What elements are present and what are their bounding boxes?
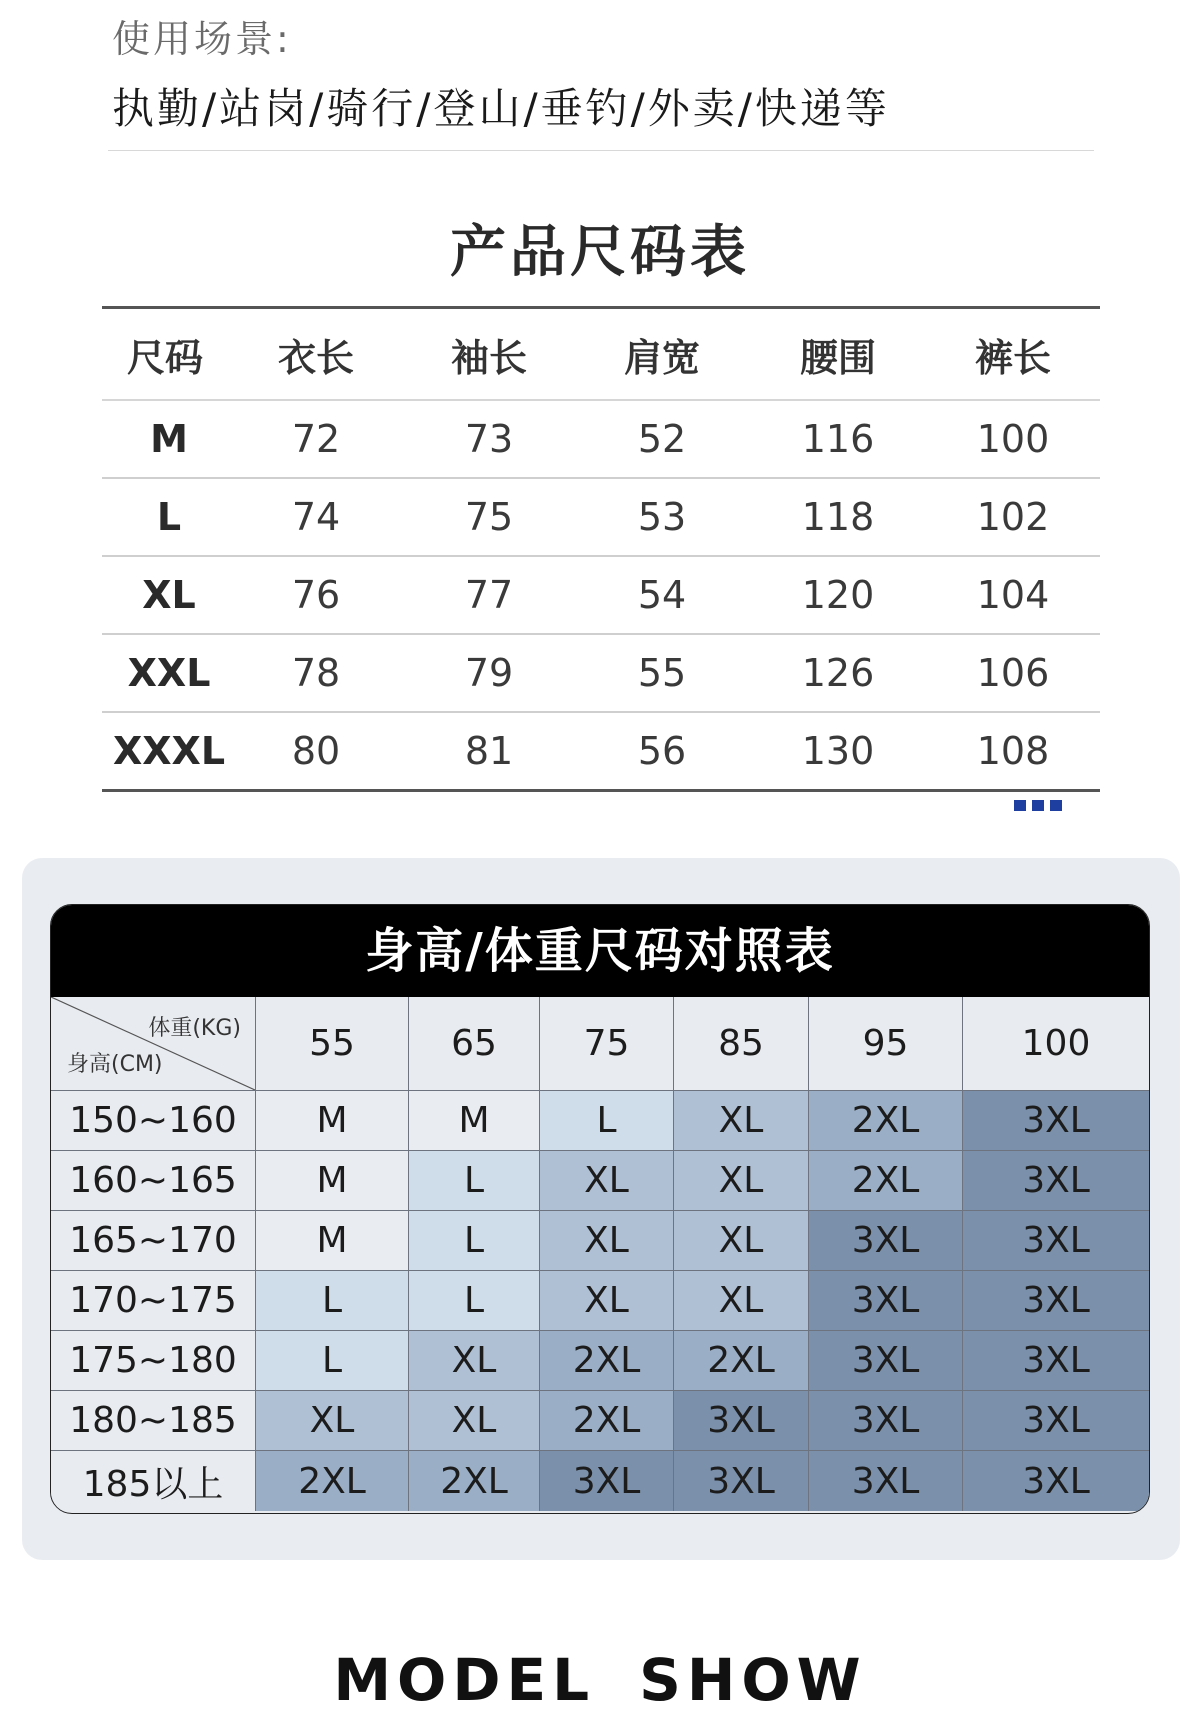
size-cell: 73 (464, 417, 514, 461)
recommended-size-cell: 3XL (809, 1331, 963, 1391)
recommended-size-cell: 3XL (963, 1331, 1149, 1391)
recommended-size-cell: 2XL (809, 1091, 963, 1151)
size-cell: 54 (637, 573, 687, 617)
recommended-size-cell: 3XL (809, 1391, 963, 1451)
size-cell: XXL (127, 651, 211, 695)
height-range-label: 175~180 (51, 1331, 256, 1391)
size-cell: 74 (291, 495, 341, 539)
weight-header: 85 (674, 997, 809, 1091)
size-cell: 116 (801, 417, 875, 461)
size-cell: 120 (801, 573, 875, 617)
size-chart-header-row (102, 309, 1100, 401)
weight-header: 100 (963, 997, 1149, 1091)
size-row-m (102, 401, 1100, 479)
size-cell: 72 (291, 417, 341, 461)
recommended-size-cell: L (409, 1271, 540, 1331)
size-row-xl (102, 557, 1100, 635)
recommended-size-cell: 3XL (963, 1451, 1149, 1511)
recommended-size-cell: 2XL (809, 1151, 963, 1211)
size-cell: XL (142, 573, 196, 617)
header-waist: 腰围 (799, 335, 876, 380)
recommended-size-cell: L (409, 1151, 540, 1211)
weight-header: 75 (540, 997, 674, 1091)
size-cell: L (156, 495, 182, 539)
size-row-xxxl (102, 713, 1100, 792)
size-cell: 104 (976, 573, 1050, 617)
recommended-size-cell: XL (674, 1211, 809, 1271)
recommended-size-cell: 3XL (809, 1211, 963, 1271)
recommended-size-cell: 3XL (809, 1451, 963, 1511)
recommended-size-cell: M (256, 1091, 409, 1151)
reference-grid (51, 997, 1149, 1511)
recommended-size-cell: XL (674, 1151, 809, 1211)
size-cell: 106 (976, 651, 1050, 695)
size-cell: 130 (801, 729, 875, 773)
recommended-size-cell: M (256, 1151, 409, 1211)
size-cell: 76 (291, 573, 341, 617)
recommended-size-cell: XL (540, 1151, 674, 1211)
weight-header: 95 (809, 997, 963, 1091)
size-cell: 55 (637, 651, 687, 695)
recommended-size-cell: XL (540, 1211, 674, 1271)
size-cell: XXXL (112, 729, 226, 773)
size-cell: 80 (291, 729, 341, 773)
weight-header: 65 (409, 997, 540, 1091)
recommended-size-cell: 3XL (963, 1391, 1149, 1451)
model-word: MODEL (333, 1646, 596, 1714)
recommended-size-cell: 2XL (540, 1331, 674, 1391)
height-weight-reference-table (50, 904, 1150, 1514)
recommended-size-cell: L (256, 1331, 409, 1391)
size-cell: 108 (976, 729, 1050, 773)
usage-divider (108, 150, 1094, 151)
size-chart-table (102, 306, 1100, 792)
recommended-size-cell: L (409, 1211, 540, 1271)
recommended-size-cell: 3XL (674, 1391, 809, 1451)
size-row-l (102, 479, 1100, 557)
header-pants-length: 裤长 (974, 335, 1051, 380)
size-row-xxl (102, 635, 1100, 713)
height-range-label: 150~160 (51, 1091, 256, 1151)
recommended-size-cell: 2XL (409, 1451, 540, 1511)
more-dots-icon (1014, 800, 1062, 811)
height-range-label: 170~175 (51, 1271, 256, 1331)
size-cell: 81 (464, 729, 514, 773)
height-range-label: 165~170 (51, 1211, 256, 1271)
dot-icon (1050, 800, 1062, 811)
size-cell: 56 (637, 729, 687, 773)
height-range-label: 160~165 (51, 1151, 256, 1211)
size-cell: 75 (464, 495, 514, 539)
recommended-size-cell: 3XL (963, 1271, 1149, 1331)
reference-table-title: 身高/体重尺码对照表 (51, 905, 1149, 997)
weight-header: 55 (256, 997, 409, 1091)
height-range-label: 180~185 (51, 1391, 256, 1451)
recommended-size-cell: 2XL (256, 1451, 409, 1511)
recommended-size-cell: 3XL (963, 1091, 1149, 1151)
recommended-size-cell: 3XL (674, 1451, 809, 1511)
recommended-size-cell: XL (674, 1271, 809, 1331)
recommended-size-cell: XL (674, 1091, 809, 1151)
size-cell: 78 (291, 651, 341, 695)
size-cell: 126 (801, 651, 875, 695)
size-cell: 102 (976, 495, 1050, 539)
recommended-size-cell: XL (409, 1391, 540, 1451)
show-word: SHOW (639, 1646, 867, 1714)
recommended-size-cell: 2XL (540, 1391, 674, 1451)
recommended-size-cell: 3XL (963, 1211, 1149, 1271)
recommended-size-cell: 3XL (809, 1271, 963, 1331)
recommended-size-cell: XL (256, 1391, 409, 1451)
size-cell: 79 (464, 651, 514, 695)
size-cell: 52 (637, 417, 687, 461)
recommended-size-cell: 3XL (540, 1451, 674, 1511)
size-cell: 100 (976, 417, 1050, 461)
header-size: 尺码 (126, 335, 203, 380)
size-cell: 77 (464, 573, 514, 617)
recommended-size-cell: L (256, 1271, 409, 1331)
header-shoulder: 肩宽 (623, 335, 700, 380)
recommended-size-cell: M (409, 1091, 540, 1151)
size-cell: M (150, 417, 188, 461)
size-chart-title: 产品尺码表 (450, 220, 750, 285)
size-cell: 53 (637, 495, 687, 539)
header-length: 衣长 (277, 335, 354, 380)
recommended-size-cell: M (256, 1211, 409, 1271)
height-range-label: 185以上 (51, 1451, 256, 1511)
header-sleeve: 袖长 (450, 335, 527, 380)
usage-scenes: 执勤/站岗/骑行/登山/垂钓/外卖/快递等 (112, 84, 890, 133)
recommended-size-cell: 2XL (674, 1331, 809, 1391)
size-cell: 118 (801, 495, 875, 539)
recommended-size-cell: XL (409, 1331, 540, 1391)
usage-label: 使用场景: (112, 17, 292, 61)
dot-icon (1032, 800, 1044, 811)
corner-cell (51, 997, 256, 1091)
corner-height-label: 身高(CM) (67, 1052, 163, 1077)
recommended-size-cell: XL (540, 1271, 674, 1331)
recommended-size-cell: L (540, 1091, 674, 1151)
corner-weight-label: 体重(KG) (148, 1016, 241, 1041)
dot-icon (1014, 800, 1026, 811)
recommended-size-cell: 3XL (963, 1151, 1149, 1211)
